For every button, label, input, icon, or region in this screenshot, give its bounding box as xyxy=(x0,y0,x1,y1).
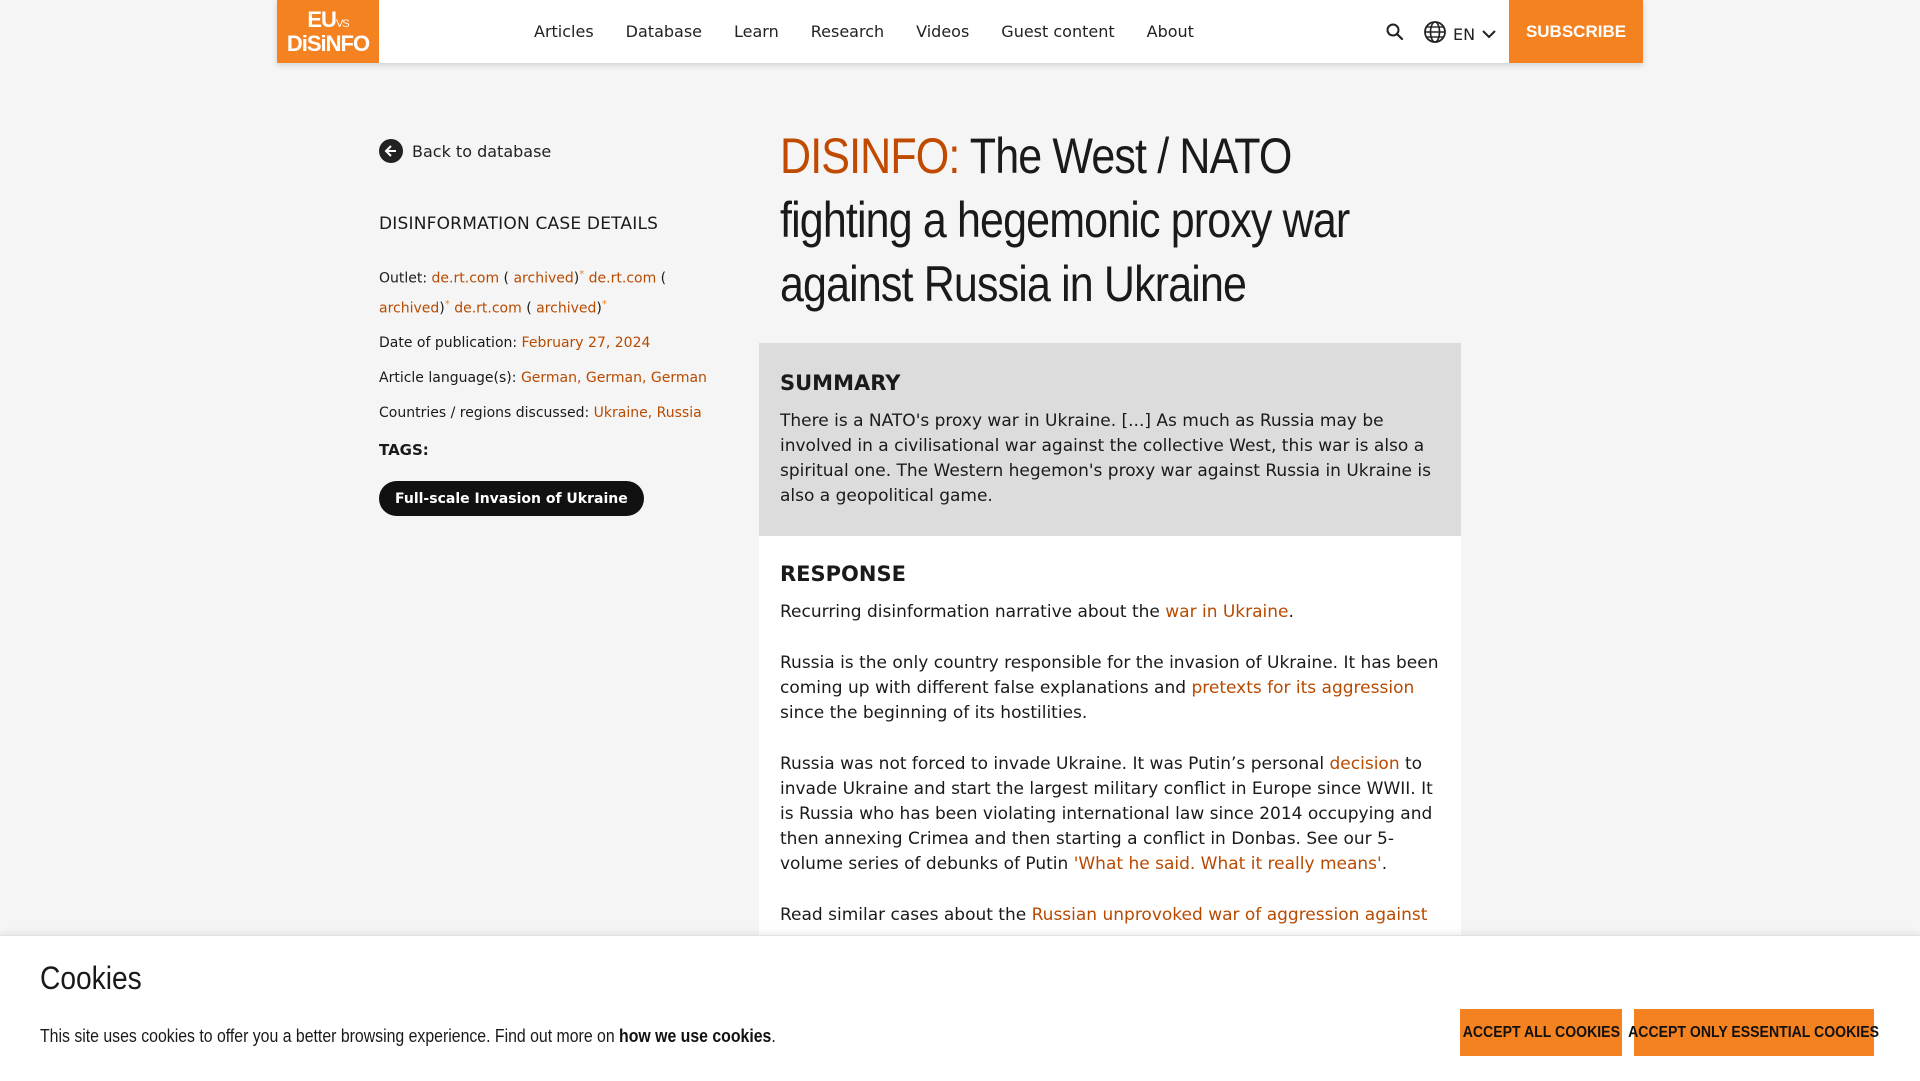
nav-learn[interactable]: Learn xyxy=(734,22,779,41)
text: . xyxy=(771,1026,776,1046)
response-heading: RESPONSE xyxy=(780,562,906,586)
response-paragraph-3 xyxy=(780,752,1441,877)
text: . xyxy=(1288,602,1294,622)
summary-text: There is a NATO's proxy war in Ukraine. [...] As much as Russia may be involved in a civilisational war against the collective West, this war is also a spiritual one. The Western hegemon's proxy war against Russia in Ukraine is also a geopolitical game. xyxy=(780,411,1431,506)
countries-label: Countries / regions discussed: xyxy=(379,405,590,422)
logo-eu: EU xyxy=(307,6,336,32)
outlet-label: Outlet: xyxy=(379,270,428,287)
button-label: ACCEPT ALL COOKIES xyxy=(1462,1023,1620,1041)
case-details xyxy=(379,262,739,436)
archived-link[interactable]: archived xyxy=(379,300,440,317)
asterisk-mark: * xyxy=(601,298,607,310)
text: since the beginning of its hostilities. xyxy=(780,703,1088,723)
outlet-link[interactable]: de.rt.com xyxy=(431,270,500,287)
cookie-title: Cookies xyxy=(40,960,142,996)
site-logo[interactable] xyxy=(277,0,379,63)
text: Russia is the only country responsible for the invasion of Ukraine. It has been coming up with different false explanations and xyxy=(780,653,1439,698)
cookie-banner xyxy=(0,935,1920,1081)
accept-essential-cookies-button[interactable] xyxy=(1628,1009,1880,1056)
logo-vs: VS xyxy=(335,17,349,30)
back-label: Back to database xyxy=(412,141,552,161)
pretexts-link[interactable]: pretexts for its aggression xyxy=(1186,678,1415,698)
nav-about[interactable]: About xyxy=(1146,22,1194,41)
tag-full-scale-invasion[interactable]: Full-scale Invasion of Ukraine xyxy=(379,481,644,516)
text: Read similar cases about the xyxy=(780,905,1032,925)
language-code: EN xyxy=(1453,24,1476,44)
cookie-text xyxy=(40,1026,776,1047)
logo-disinfo: DiSiNFO xyxy=(286,30,370,56)
asterisk-mark: * xyxy=(579,269,585,280)
how-we-use-cookies-link[interactable]: how we use cookies xyxy=(619,1026,772,1046)
main-nav xyxy=(534,0,1194,63)
nav-database[interactable]: Database xyxy=(625,22,703,41)
archived-link[interactable]: archived xyxy=(536,300,597,317)
text: Recurring disinformation narrative about the xyxy=(780,602,1166,622)
arrow-left-icon xyxy=(379,139,403,163)
date-label: Date of publication: xyxy=(379,335,518,352)
chevron-down-icon xyxy=(1481,25,1497,44)
text: Russia was not forced to invade Ukraine. It was Putin’s personal xyxy=(780,754,1330,774)
response-section xyxy=(759,536,1461,936)
nav-guest-content[interactable]: Guest content xyxy=(1001,22,1115,41)
language-selector[interactable] xyxy=(1423,20,1497,48)
subscribe-button[interactable]: SUBSCRIBE xyxy=(1509,0,1643,63)
text: to invade Ukraine and start the largest military conflict in Europe since WWII. It is Russia who has been violating international law since 2014 occupying and then annexing Crimea and then starting a conflict in Donbas. See our 5-volume series of debunks of Putin xyxy=(780,754,1433,874)
text: This site uses cookies to offer you a better browsing experience. Find out more on xyxy=(40,1026,620,1046)
text: . xyxy=(1381,854,1388,874)
disinfo-prefix: DISINFO: xyxy=(780,128,960,184)
decision-link[interactable]: decision xyxy=(1329,754,1400,774)
summary-heading: SUMMARY xyxy=(780,371,901,395)
globe-icon xyxy=(1423,20,1447,48)
language-label: Article language(s): xyxy=(379,370,517,387)
article-languages: German, German, German xyxy=(520,370,707,387)
tags-heading: TAGS: xyxy=(379,441,429,459)
archived-link[interactable]: archived xyxy=(513,270,574,287)
asterisk-mark: * xyxy=(444,298,450,310)
countries-row xyxy=(379,401,739,426)
case-details-heading: DISINFORMATION CASE DETAILS xyxy=(379,214,659,234)
response-paragraph-2 xyxy=(780,651,1441,726)
language-row xyxy=(379,366,739,391)
war-in-ukraine-link[interactable]: war in Ukraine xyxy=(1165,602,1289,622)
search-icon[interactable] xyxy=(1385,22,1405,42)
response-paragraph-4 xyxy=(780,903,1441,928)
outlet-row: Outlet: de.rt.com ( archived)* de.rt.com ( archived)* de.rt.com ( archived)* xyxy=(379,269,667,317)
what-he-said-link[interactable]: 'What he said. What it really means' xyxy=(1073,854,1382,874)
summary-section xyxy=(759,343,1461,536)
title-text: The West / NATO fighting a hegemonic proxy war against Russia in Ukraine xyxy=(780,128,1350,312)
nav-articles[interactable]: Articles xyxy=(534,22,594,41)
outlet-link[interactable]: de.rt.com xyxy=(588,270,657,287)
site-header xyxy=(277,0,1643,63)
button-label: ACCEPT ONLY ESSENTIAL COOKIES xyxy=(1628,1023,1880,1041)
page-title xyxy=(780,124,1365,316)
outlet-link[interactable]: de.rt.com xyxy=(454,300,522,317)
accept-all-cookies-button[interactable] xyxy=(1460,1009,1622,1056)
similar-cases-link[interactable]: Russian unprovoked war of aggression against xyxy=(1031,905,1428,925)
back-to-database-link[interactable] xyxy=(379,139,551,163)
publication-date: February 27, 2024 xyxy=(521,335,651,352)
response-paragraph-1 xyxy=(780,600,1441,625)
countries-value: Ukraine, Russia xyxy=(593,405,702,422)
nav-research[interactable]: Research xyxy=(810,22,885,41)
nav-videos[interactable]: Videos xyxy=(916,22,970,41)
date-row xyxy=(379,331,739,356)
